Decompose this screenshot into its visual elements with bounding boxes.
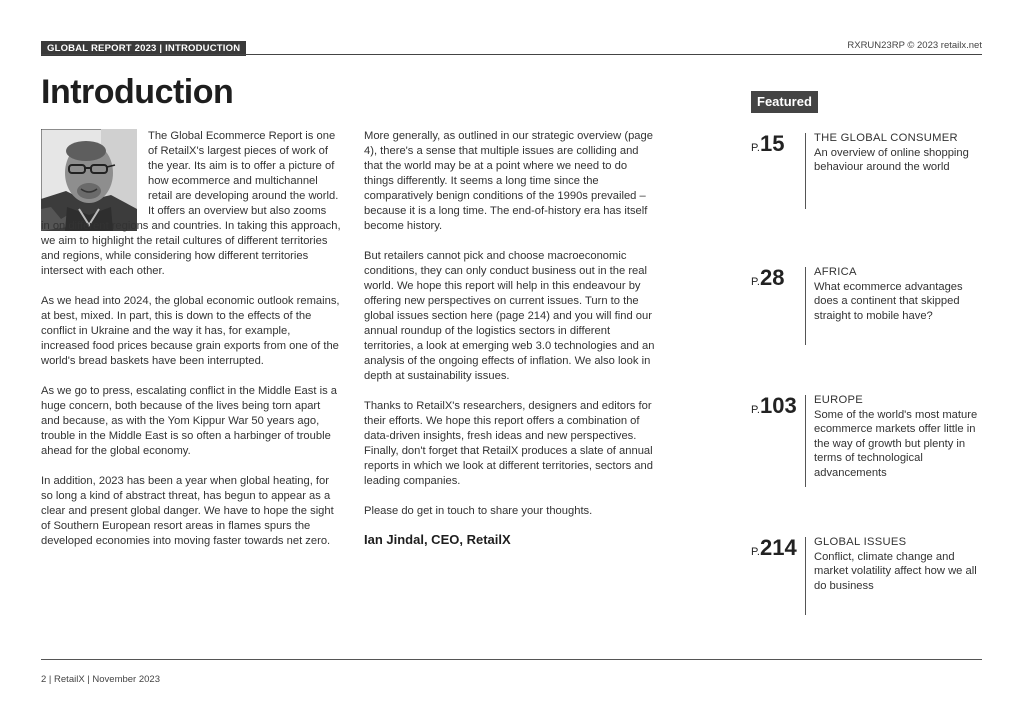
featured-title: AFRICA <box>814 266 857 278</box>
featured-label: Featured <box>751 91 818 113</box>
featured-body <box>814 131 986 175</box>
featured-divider <box>805 537 806 615</box>
section-tag: GLOBAL REPORT 2023 | INTRODUCTION <box>41 41 246 56</box>
featured-title: EUROPE <box>814 394 864 406</box>
paragraph-text-wrapped: The Global Ecommerce Report is one of RetailX's largest pieces of work of the year. Its aim is to offer a picture of how ecommerce and multichannel retail are developing around the world. It offers an overview but also zooms <box>148 130 339 217</box>
featured-divider <box>805 395 806 487</box>
paragraph: As we go to press, escalating conflict in the Middle East is a huge concern, both because of the lives being torn apart and because, as with the Yom Kippur War 50 years ago, trouble in the Middle East is so often a harbinger of trouble ahead for the global economy. <box>41 385 337 457</box>
footer-divider <box>41 659 982 660</box>
header-divider <box>41 54 982 55</box>
featured-item[interactable] <box>751 265 986 345</box>
featured-body <box>814 535 986 593</box>
featured-item[interactable] <box>751 131 986 209</box>
featured-page-number: P.103 <box>751 393 797 418</box>
intro-column-middle <box>364 129 659 547</box>
featured-description: Some of the world's most mature ecommerce markets offer little in the way of growth but plenty in terms of technological advancements <box>814 408 978 479</box>
paragraph: More generally, as outlined in our strategic overview (page 4), there's a sense that multiple issues are colliding and that the world may be at a point where we need to do things differently. It seems a long time since the comparatively benign conditions of the 1990s prevailed – because it is a long time. The end-of-history era has itself become history. <box>364 130 653 232</box>
featured-divider <box>805 267 806 345</box>
paragraph: Thanks to RetailX's researchers, designers and editors for their efforts. We hope this report offers a combination of data-driven insights, fresh ideas and new perspectives. Finally, don't forget that RetailX produces a slate of annual reports in which we look at different territories, sectors and leading companies. <box>364 400 653 487</box>
paragraph: But retailers cannot pick and choose macroeconomic conditions, they can only conduct business out in the real world. We hope this report will help in this endeavour by offering new perspectives on current issues. Turn to the global issues section here (page 214) and you will find our annual roundup of the logistics sectors in different territories, a look at emerging web 3.0 technologies and an analysis of the ongoing effects of inflation. We also look in depth at sustainability issues. <box>364 250 655 382</box>
featured-description: What ecommerce advantages does a continent that skipped straight to mobile have? <box>814 280 963 322</box>
featured-description: Conflict, climate change and market volatility affect how we all do business <box>814 550 977 592</box>
intro-column-left <box>41 129 341 564</box>
featured-title: GLOBAL ISSUES <box>814 536 907 548</box>
featured-item[interactable] <box>751 393 986 487</box>
paragraph-text-continued: in on different regions and countries. In taking this approach, we aim to highlight the retail cultures of different territories and regions, while considering how different territories intersect with each other. <box>41 220 341 277</box>
featured-page-number: P.28 <box>751 265 785 290</box>
featured-body <box>814 265 986 323</box>
featured-page-number: P.15 <box>751 131 785 156</box>
author-signature: Ian Jindal, CEO, RetailX <box>364 532 511 547</box>
page-title: Introduction <box>41 73 234 111</box>
paragraph: In addition, 2023 has been a year when global heating, for so long a kind of abstract threat, has begun to appear as a clear and present global danger. We have to hope the sight of Southern European resort areas in flames spurs the developed economies into moving faster towards net zero. <box>41 475 334 547</box>
footer-text: 2 | RetailX | November 2023 <box>41 674 160 685</box>
paragraph: As we head into 2024, the global economic outlook remains, at best, mixed. In part, this is down to the effects of the conflict in Ukraine and the way it has, for example, increased food prices because grain exports from one of the world's bread baskets have been interrupted. <box>41 295 340 367</box>
featured-body <box>814 393 986 481</box>
featured-item[interactable] <box>751 535 986 615</box>
featured-page-number: P.214 <box>751 535 797 560</box>
featured-title: THE GLOBAL CONSUMER <box>814 132 958 144</box>
featured-description: An overview of online shopping behaviour around the world <box>814 146 969 174</box>
paragraph <box>41 129 341 279</box>
report-reference: RXRUN23RP © 2023 retailx.net <box>847 40 982 51</box>
paragraph: Please do get in touch to share your thoughts. <box>364 505 593 517</box>
featured-divider <box>805 133 806 209</box>
